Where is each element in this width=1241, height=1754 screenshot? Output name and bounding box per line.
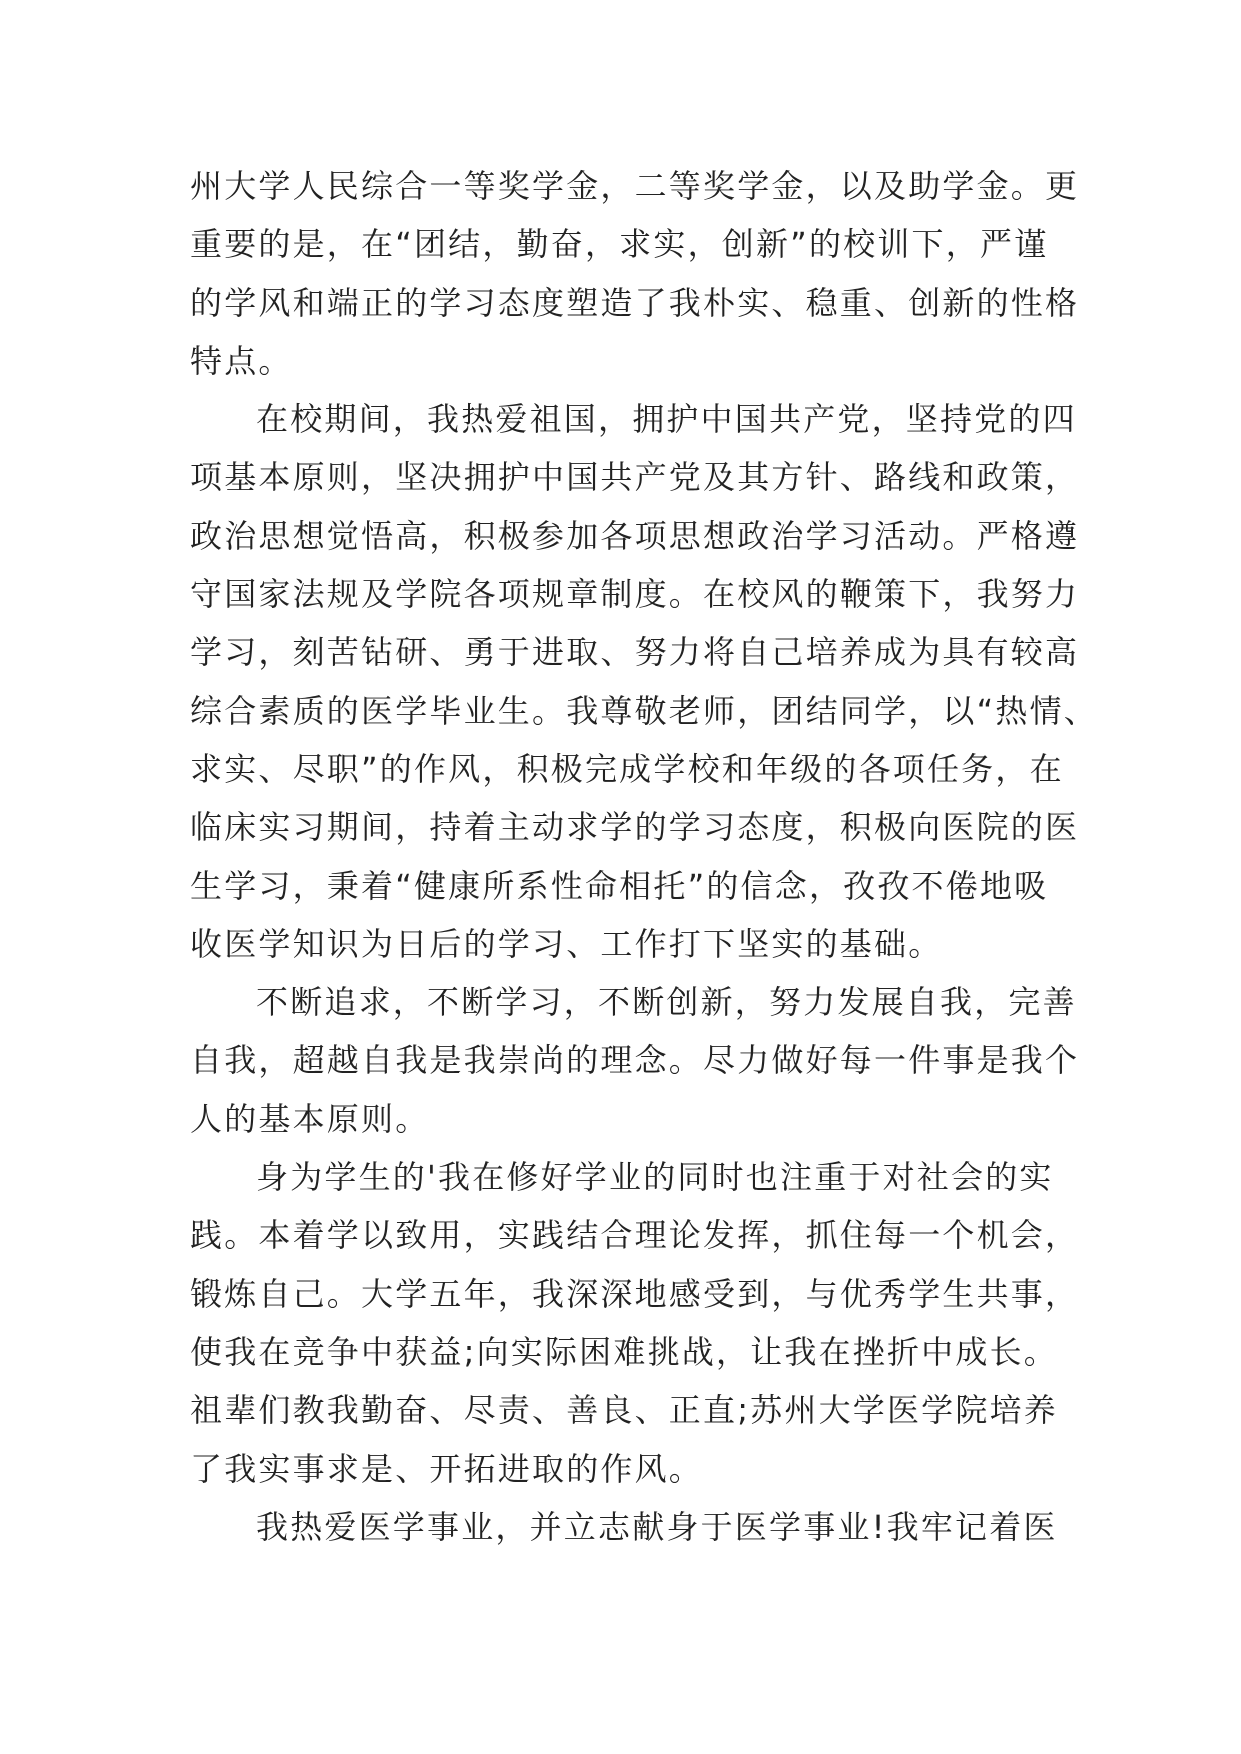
paragraph: [190, 973, 1080, 1148]
text-line: 使我在竞争中获益;向实际困难挑战，让我在挫折中成长。: [190, 1332, 1058, 1371]
text-line: 我热爱医学事业，并立志献身于医学事业!我牢记着医: [256, 1507, 1058, 1546]
text-line: 州大学人民综合一等奖学金，二等奖学金，以及助学金。更: [190, 167, 1080, 205]
text-line: 特点。: [190, 341, 293, 380]
text-line: 自我，超越自我是我崇尚的理念。尽力做好每一件事是我个: [190, 1041, 1080, 1080]
text-line: 学习，刻苦钻研、勇于进取、努力将自己培养成为具有较高: [190, 633, 1080, 672]
text-line: 祖辈们教我勤奋、尽责、善良、正直;苏州大学医学院培养: [190, 1391, 1058, 1430]
text-line: 综合素质的医学毕业生。我尊敬老师，团结同学，以“热情、: [190, 691, 1098, 730]
text-line: 生学习，秉着“健康所系性命相托”的信念，孜孜不倦地吸: [190, 866, 1049, 905]
text-line: 守国家法规及学院各项规章制度。在校风的鞭策下，我努力: [190, 575, 1080, 614]
text-line: 求实、尽职”的作风，积极完成学校和年级的各项任务，在: [190, 749, 1064, 788]
text-line: 锻炼自己。大学五年，我深深地感受到，与优秀学生共事，: [190, 1274, 1080, 1313]
paragraph: [190, 1498, 1058, 1556]
text-line: 临床实习期间，持着主动求学的学习态度，积极向医院的医: [190, 808, 1080, 847]
text-line: 收医学知识为日后的学习、工作打下坚实的基础。: [190, 924, 943, 963]
text-line: 身为学生的'我在修好学业的同时也注重于对社会的实: [256, 1158, 1054, 1197]
document-body: [190, 157, 1098, 1556]
paragraph: [190, 1148, 1080, 1498]
text-line: 了我实事求是、开拓进取的作风。: [190, 1449, 704, 1488]
text-line: 不断追求，不断学习，不断创新，努力发展自我，完善: [256, 983, 1077, 1022]
text-line: 的学风和端正的学习态度塑造了我朴实、稳重、创新的性格: [190, 283, 1080, 322]
text-line: 政治思想觉悟高，积极参加各项思想政治学习活动。严格遵: [190, 516, 1080, 555]
paragraph: [190, 390, 1098, 973]
text-line: 项基本原则，坚决拥护中国共产党及其方针、路线和政策，: [190, 458, 1080, 497]
text-line: 在校期间，我热爱祖国，拥护中国共产党，坚持党的四: [256, 400, 1077, 439]
text-line: 人的基本原则。: [190, 1099, 430, 1138]
paragraph: [190, 157, 1080, 390]
text-line: 重要的是，在“团结，勤奋，求实，创新”的校训下，严谨: [190, 225, 1049, 264]
text-line: 践。本着学以致用，实践结合理论发挥，抓住每一个机会，: [190, 1216, 1080, 1255]
